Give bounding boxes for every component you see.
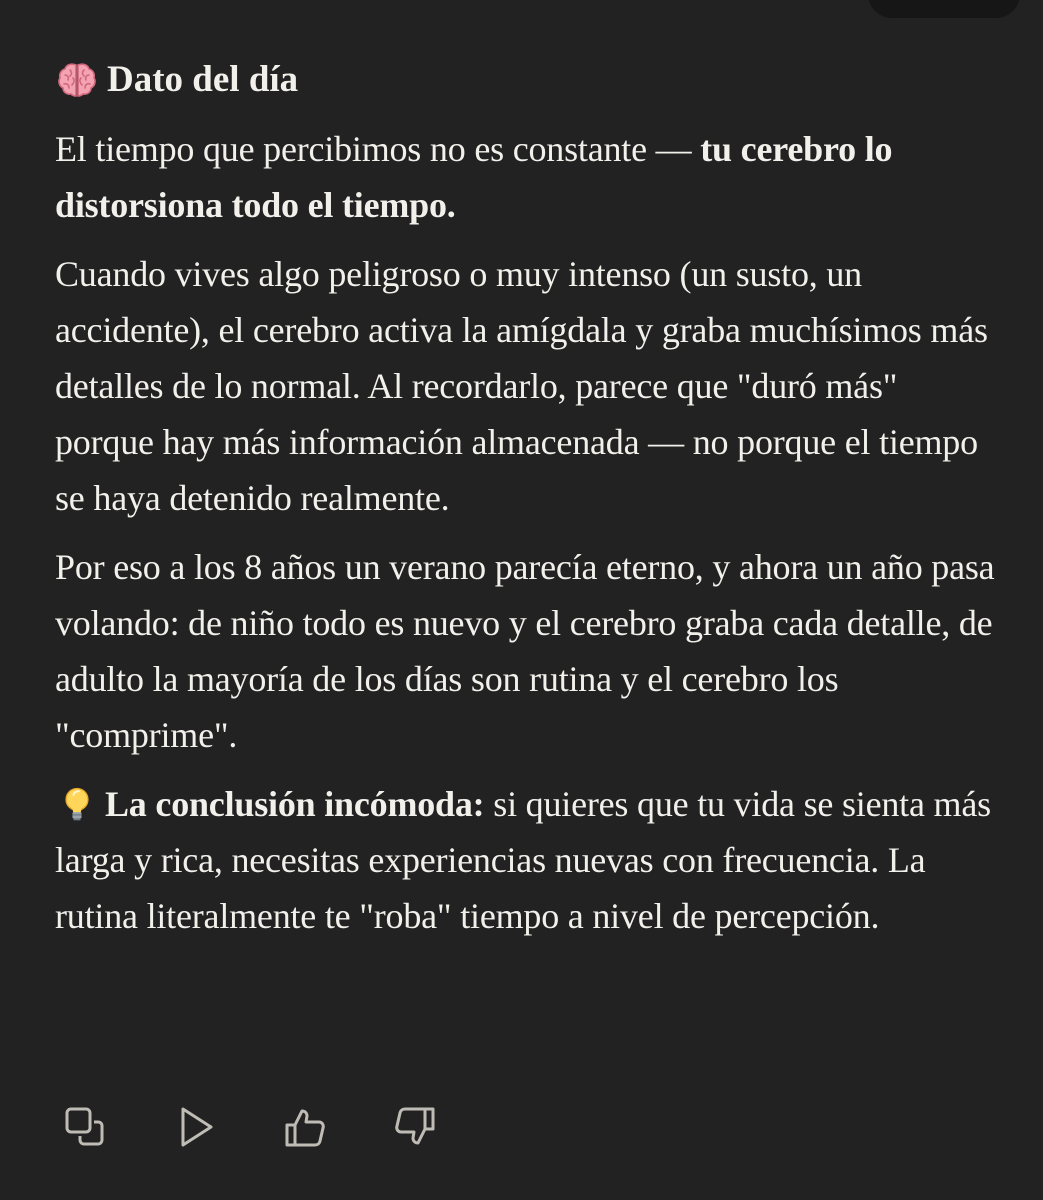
heading-title: Dato del día [107, 59, 299, 100]
message-heading [55, 56, 995, 104]
lead-text: El tiempo que percibimos no es constante — [55, 129, 701, 169]
thumbs-up-icon [283, 1105, 327, 1149]
play-button[interactable] [172, 1104, 218, 1150]
thumbs-up-button[interactable] [282, 1104, 328, 1150]
message-actions [62, 1104, 502, 1150]
top-pill [868, 0, 1020, 18]
tip-paragraph [55, 776, 995, 944]
assistant-message [55, 56, 995, 957]
play-icon [173, 1105, 217, 1149]
body-paragraph: Cuando vives algo peligroso o muy intenso (un susto, un accidente), el cerebro activa la amígdala y graba muchísimos más detalles de lo normal. Al recordarlo, parece que "duró más" porque hay más información almacenada — no porque el tiempo se haya detenido realmente. [55, 254, 988, 518]
thumbs-down-icon [393, 1105, 437, 1149]
tip-text: si quieres que tu vida se sienta más larga y rica, necesitas experiencias nuevas con frecuencia. La rutina literalmente te "roba" tiempo a nivel de percepción. [55, 784, 991, 936]
brain-icon [55, 58, 99, 102]
copy-button[interactable] [62, 1104, 108, 1150]
copy-icon [63, 1105, 107, 1149]
lead-paragraph [55, 121, 995, 233]
thumbs-down-button[interactable] [392, 1104, 438, 1150]
lightbulb-icon [55, 782, 99, 826]
lead-bold: tu cerebro lo distorsiona todo el tiempo. [55, 129, 893, 225]
body-paragraph: Por eso a los 8 años un verano parecía eterno, y ahora un año pasa volando: de niño todo es nuevo y el cerebro graba cada detalle, de adulto la mayoría de los días son rutina y el cerebro los "comprime". [55, 547, 995, 755]
tip-bold: La conclusión incómoda: [105, 784, 485, 824]
